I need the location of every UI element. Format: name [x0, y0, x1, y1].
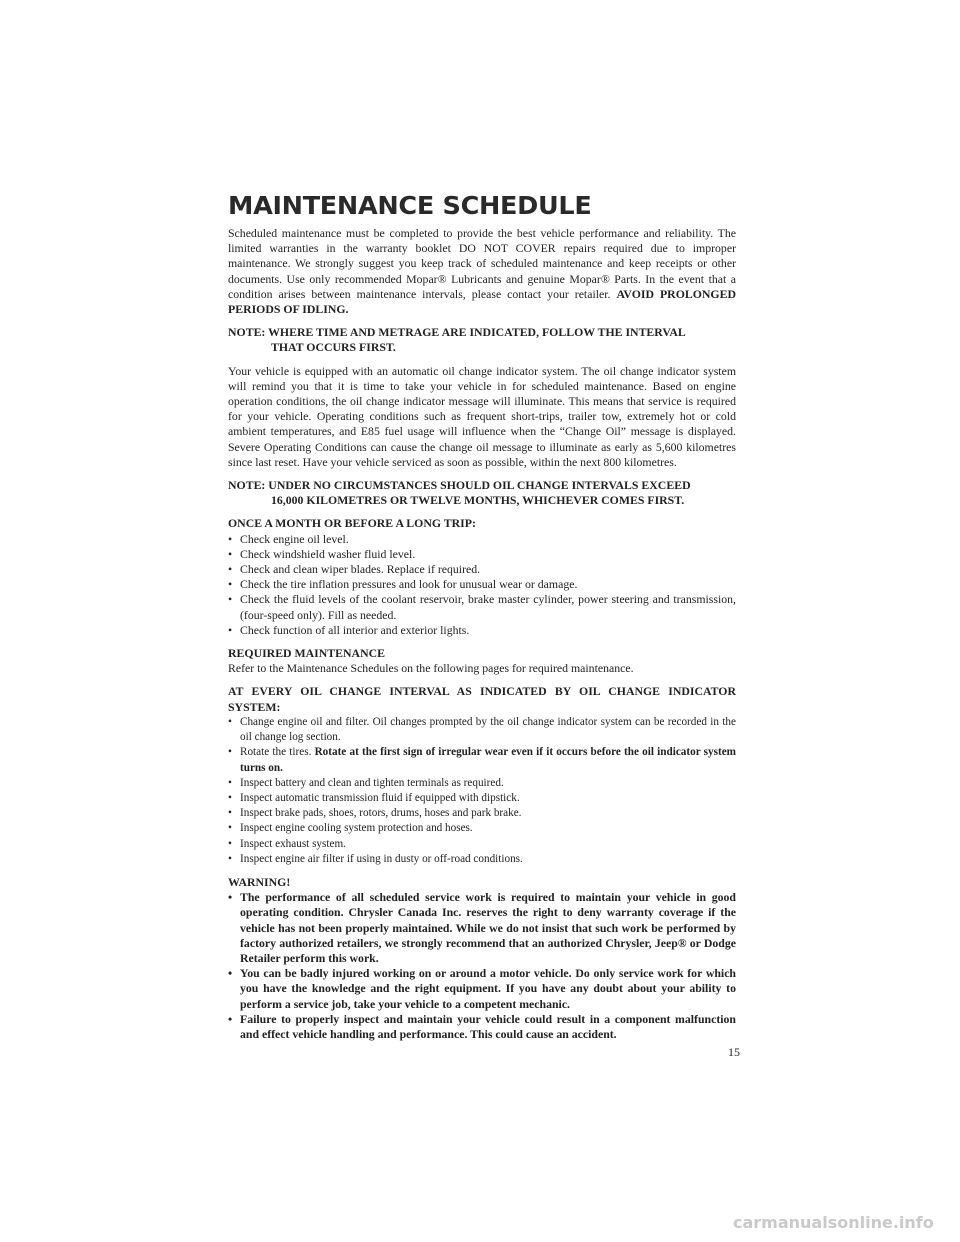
- list-item: • Check windshield washer fluid level.: [228, 546, 416, 561]
- list-item: • Rotate the tires. Rotate at the first sign of irregular wear even if it occurs before the oil indicator system turns on.: [228, 746, 736, 774]
- list-item: • Inspect brake pads, shoes, rotors, drums, hoses and park brake.: [228, 806, 736, 821]
- list-item: • Inspect engine cooling system protection and hoses.: [228, 821, 736, 836]
- list-item: • Inspect engine air filter if using in dusty or off-road conditions.: [228, 852, 736, 867]
- required-paragraph: Refer to the Maintenance Schedules on the following pages for required maintenance.: [228, 661, 634, 676]
- list-item: • The performance of all scheduled service work is required to maintain your vehicle in good operating condition. Chrysler Canada Inc. reserves the right to deny warranty coverage if the vehicle has not been properly maintained. While we do not insist that such work be performed by factory authorized retailers, we strongly recommend that an authorized Chrysler, Jeep® or Dodge Retailer perform this work.: [228, 890, 736, 965]
- list-item: • Inspect exhaust system.: [228, 837, 736, 852]
- required-heading: REQUIRED MAINTENANCE: [228, 646, 385, 661]
- bullet-icon: •: [228, 852, 232, 865]
- page-title: MAINTENANCE SCHEDULE: [228, 191, 592, 220]
- list-item: • Failure to properly inspect and maintain your vehicle could result in a component malfunction and effect vehicle handling and performance. This could cause an accident.: [228, 1011, 736, 1041]
- monthly-list: [228, 532, 736, 638]
- page-number: 15: [728, 1045, 740, 1059]
- monthly-heading: ONCE A MONTH OR BEFORE A LONG TRIP:: [228, 516, 476, 531]
- list-item: • Inspect automatic transmission fluid if equipped with dipstick.: [228, 791, 736, 806]
- bullet-icon: •: [228, 562, 233, 577]
- intro-paragraph: Scheduled maintenance must be completed to provide the best vehicle performance and reliability. The limited warranties in the warranty booklet DO NOT COVER repairs required due to improper maintenance. We strongly suggest you keep track of scheduled maintenance and keep receipts or other documents. Use only recommended Mopar® Lubricants and genuine Mopar® Parts. In the event that a condition arises between maintenance intervals, please contact your retailer. AVOID PROLONGED PERIODS OF IDLING.: [228, 226, 736, 317]
- bullet-icon: •: [228, 622, 233, 637]
- bullet-icon: •: [228, 746, 232, 759]
- bullet-icon: •: [228, 577, 233, 592]
- bullet-icon: •: [228, 822, 232, 835]
- oilchange-list: [228, 715, 736, 867]
- bullet-icon: •: [228, 837, 232, 850]
- list-item: • Check and clean wiper blades. Replace if required.: [228, 562, 481, 577]
- idling-warning: AVOID PROLONGED PERIODS OF IDLING.: [228, 286, 736, 317]
- bullet-icon: •: [228, 776, 232, 789]
- list-item: • Check function of all interior and exterior lights.: [228, 622, 470, 637]
- bullet-icon: •: [228, 791, 232, 804]
- bullet-icon: •: [228, 966, 233, 981]
- bullet-icon: •: [228, 531, 233, 546]
- note-time-metrage: NOTE: WHERE TIME AND METRAGE ARE INDICATED, FOLLOW THE INTERVAL THAT OCCURS FIRST.: [228, 325, 686, 355]
- bullet-icon: •: [228, 592, 233, 607]
- list-item: • You can be badly injured working on or around a motor vehicle. Do only service work for which you have the knowledge and the right equipment. If you have any doubt about your ability to perform a service job, take your vehicle to a competent mechanic.: [228, 966, 736, 1011]
- bullet-icon: •: [228, 890, 233, 905]
- oilchange-heading: AT EVERY OIL CHANGE INTERVAL AS INDICATED BY OIL CHANGE INDICATOR SYSTEM:: [228, 684, 736, 714]
- oil-indicator-paragraph: Your vehicle is equipped with an automatic oil change indicator system. The oil change indicator system will remind you that it is time to take your vehicle in for scheduled maintenance. Based on engine operation conditions, the oil change indicator message will illuminate. This means that service is required for your vehicle. Operating conditions such as frequent short-trips, trailer tow, extremely hot or cold ambient temperatures, and E85 fuel usage will influence when the “Change Oil” message is displayed. Severe Operating Conditions can cause the change oil message to illuminate as early as 5,600 kilometres since last reset. Have your vehicle serviced as soon as possible, within the next 800 kilometres.: [228, 363, 736, 469]
- bullet-icon: •: [228, 546, 233, 561]
- list-item: • Change engine oil and filter. Oil changes prompted by the oil change indicator system can be recorded in the oil change log section.: [228, 715, 736, 744]
- list-item: • Check the fluid levels of the coolant reservoir, brake master cylinder, power steering and transmission, (four-speed only). Fill as needed.: [228, 592, 736, 622]
- bullet-icon: •: [228, 715, 232, 728]
- list-item: • Inspect battery and clean and tighten terminals as required.: [228, 776, 736, 791]
- list-item: • Check engine oil level.: [228, 531, 349, 546]
- warning-heading: WARNING!: [228, 874, 291, 889]
- list-item: • Check the tire inflation pressures and look for unusual wear or damage.: [228, 577, 578, 592]
- bullet-icon: •: [228, 807, 232, 820]
- warning-list: [228, 890, 736, 1042]
- note-oil-interval: NOTE: UNDER NO CIRCUMSTANCES SHOULD OIL CHANGE INTERVALS EXCEED 16,000 KILOMETRES OR TWELVE MONTHS, WHICHEVER COMES FIRST.: [228, 478, 691, 508]
- bullet-icon: •: [228, 1011, 233, 1026]
- document-body: [228, 226, 736, 1050]
- watermark: carmanualsonline.info: [733, 1213, 934, 1232]
